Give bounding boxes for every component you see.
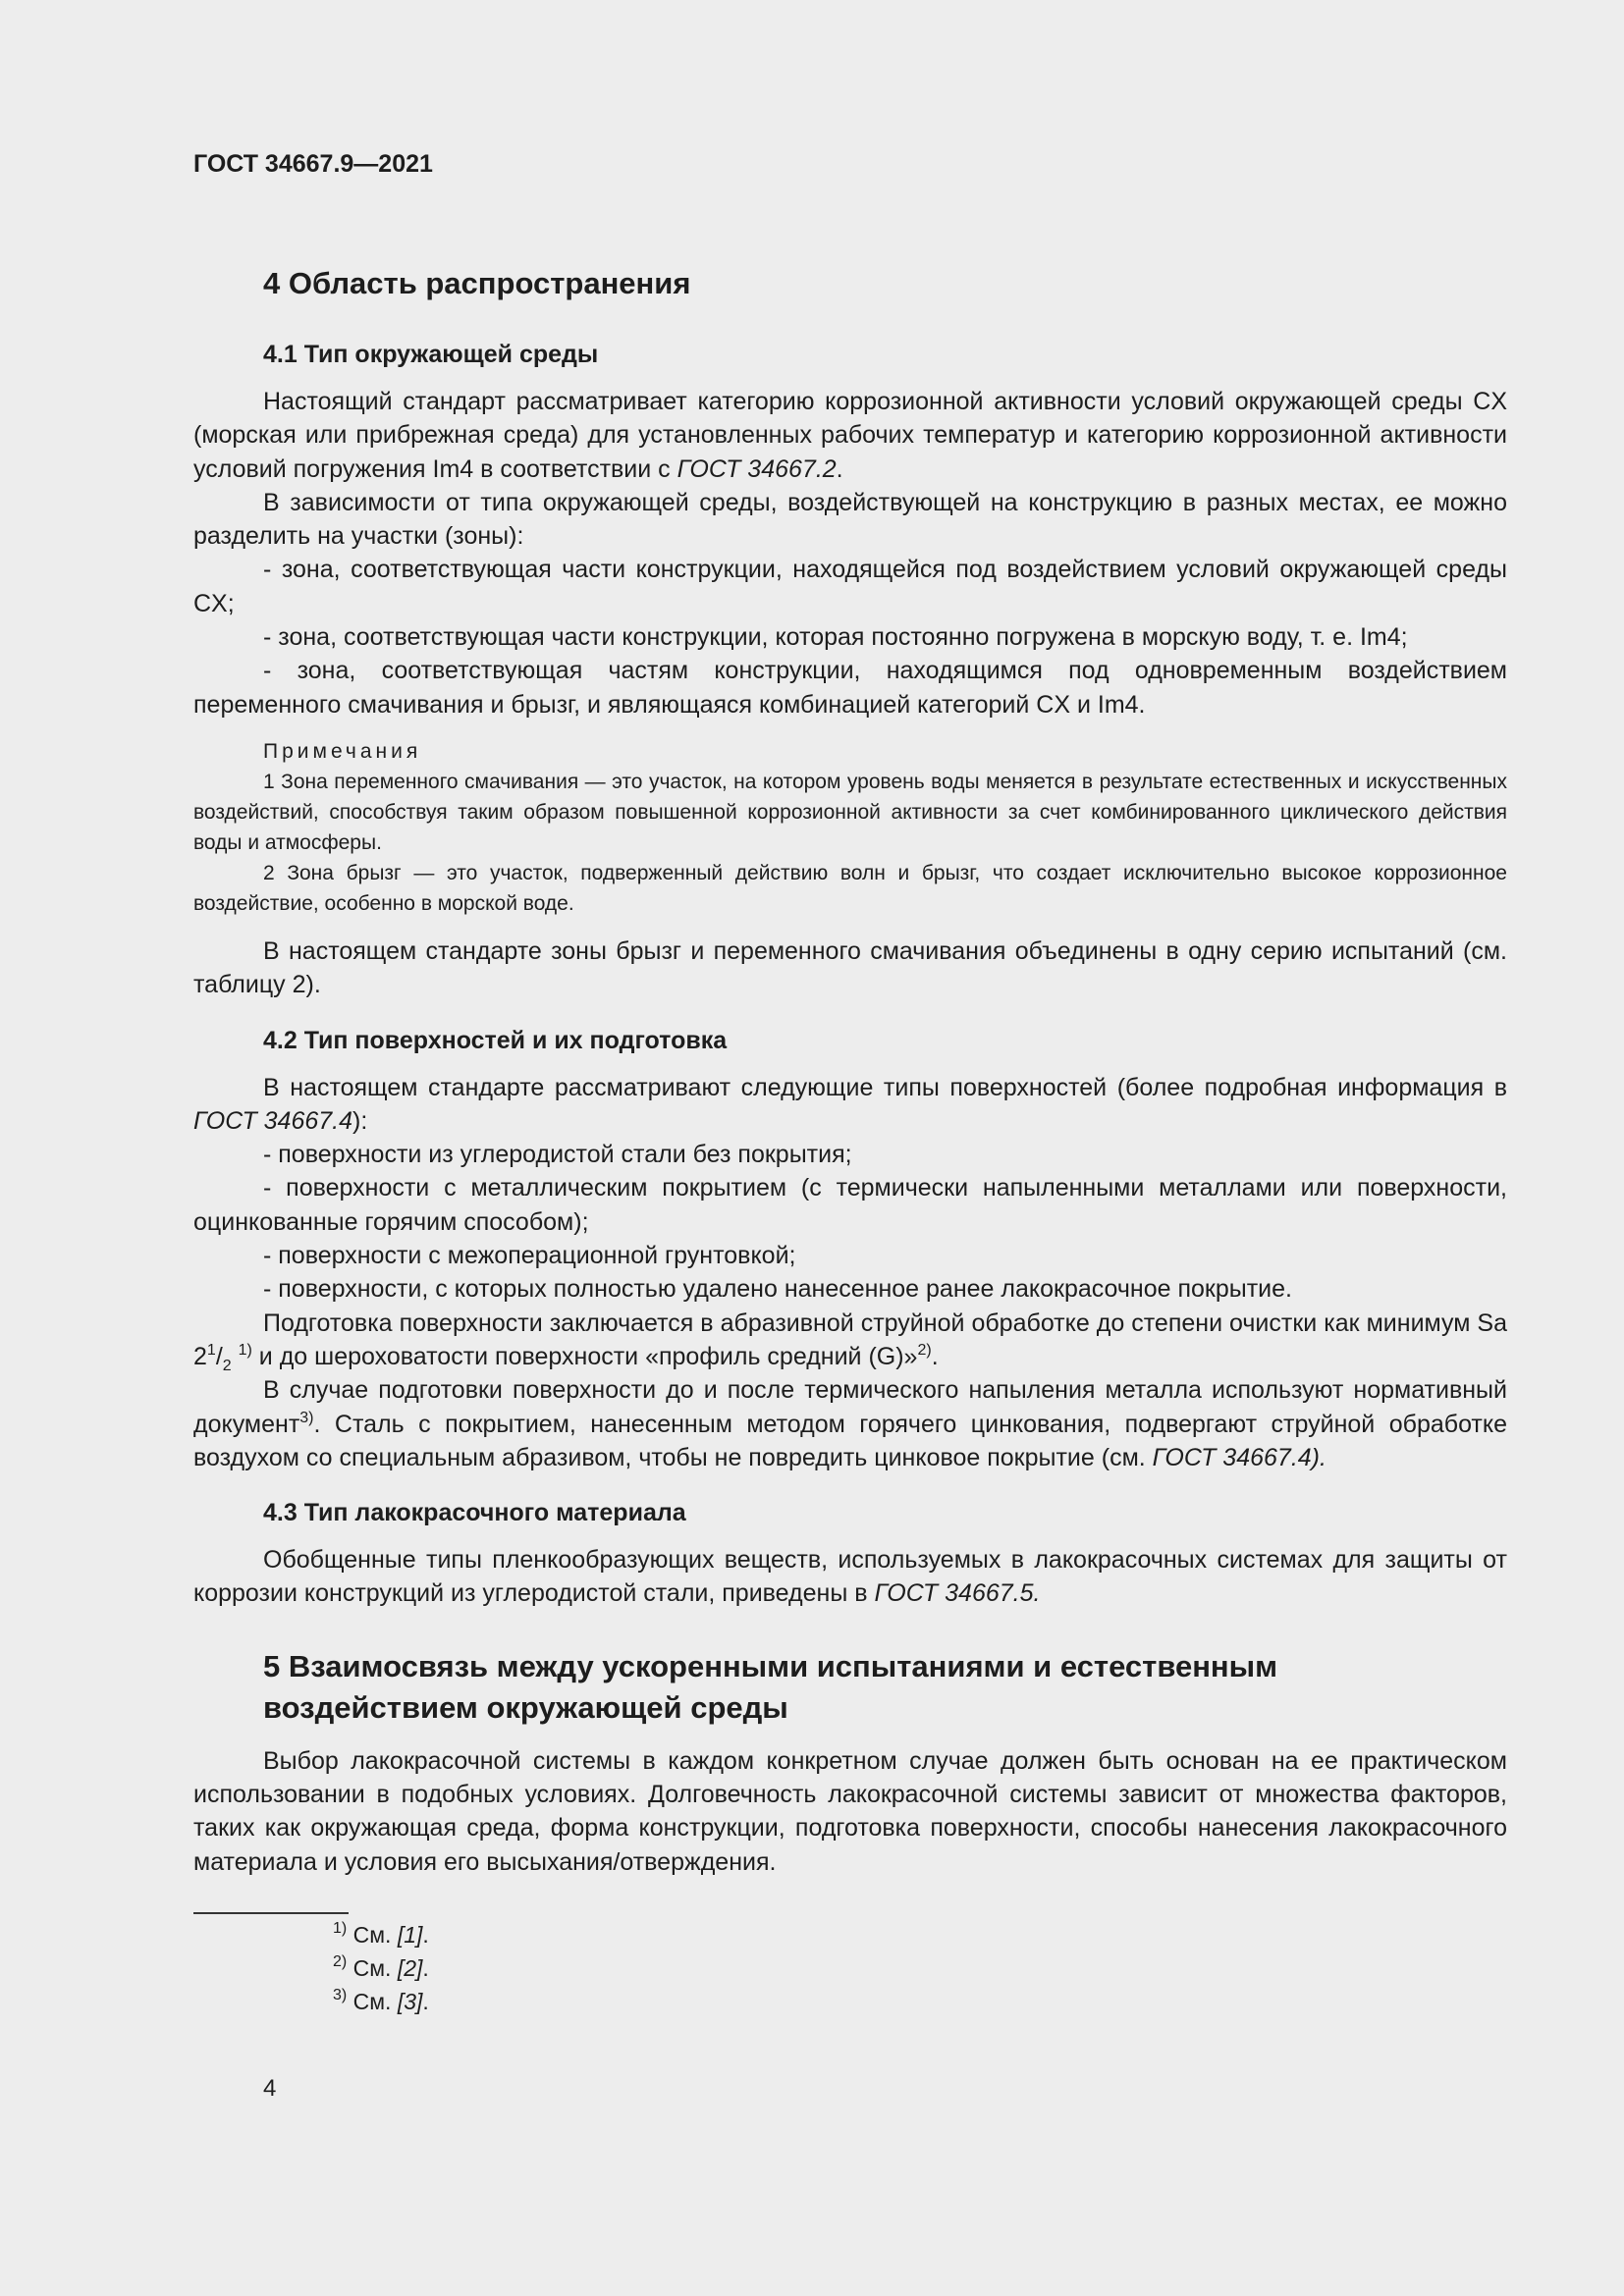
page-content <box>193 147 1507 2018</box>
footnote: $^{3)}$ См. [3]. <box>333 1986 429 2014</box>
paragraph: В настоящем стандарте зоны брызг и переменного смачивания объединены в одну серию испытаний (см. таблицу 2). <box>193 936 1507 999</box>
list-item: - поверхности с межоперационной грунтовкой; <box>263 1242 796 1270</box>
subsection-4-1-title: 4.1 Тип окружающей среды <box>263 341 599 368</box>
subsection-4-2-title: 4.2 Тип поверхностей и их подготовка <box>263 1026 728 1054</box>
reference-link[interactable]: ГОСТ 34667.2 <box>677 454 837 483</box>
footnote-ref[interactable]: 2) <box>917 1341 932 1359</box>
footnote-divider <box>193 1912 349 1914</box>
footnote-ref[interactable]: 1) <box>238 1341 252 1359</box>
reference-link[interactable]: ГОСТ 34667.4 <box>193 1106 353 1135</box>
paragraph: В зависимости от типа окружающей среды, воздействующей на конструкцию в разных местах, ее можно разделить на участки (зоны): <box>193 488 1507 551</box>
notes-block <box>193 737 1507 919</box>
reference-link[interactable]: ГОСТ 34667.5. <box>874 1579 1041 1608</box>
document-header: ГОСТ 34667.9—2021 <box>193 150 433 178</box>
paragraph: Выбор лакокрасочной системы в каждом конкретном случае должен быть основан на ее практическом использовании в подобных условиях. Долговечность лакокрасочной системы зависит от множества факторов, таких как окружающая среда, форма конструкции, подготовка поверхности, способы нанесения лакокрасочного материала и условия его высыхания/отверждения. <box>193 1746 1507 1876</box>
footnote-ref[interactable]: 3) <box>299 1409 314 1426</box>
paragraph: Обобщенные типы пленкообразующих веществ, используемых в лакокрасочных системах для защиты от коррозии конструкций из углеродистой стали, приведены в ГОСТ 34667.5. <box>193 1546 1507 1608</box>
section-4-title: 4 Область распространения <box>263 266 691 300</box>
section-5-title: 5 Взаимосвязь между ускоренными испытаниями и естественным воздействием окружающей среды <box>263 1648 1278 1725</box>
reference-link[interactable]: ГОСТ 34667.4). <box>1152 1443 1326 1471</box>
list-item: - зона, соответствующая частям конструкции, находящимся под одновременным воздействием переменного смачивания и брызг, и являющаяся комбинацией категорий CX и Im4. <box>193 657 1507 719</box>
list-item: - поверхности с металлическим покрытием (с термически напыленными металлами или поверхности, оцинкованные горячим способом); <box>193 1174 1507 1236</box>
paragraph: Подготовка поверхности заключается в абразивной струйной обработке до степени очистки как минимум Sa $2^1/_2$ $^{1)}$ и до шероховатости поверхности «профиль средний (G)»$^{2)}$. <box>193 1308 1507 1374</box>
paragraph: В настоящем стандарте рассматривают следующие типы поверхностей (более подробная информация в ГОСТ 34667.4): <box>193 1073 1507 1135</box>
subsection-4-3-title: 4.3 Тип лакокрасочного материала <box>263 1499 686 1527</box>
footnote: $^{2)}$ См. [2]. <box>333 1952 429 1981</box>
list-item: - зона, соответствующая части конструкции, которая постоянно погружена в морскую воду, т. е. Im4; <box>263 623 1408 652</box>
paragraph: Настоящий стандарт рассматривает категорию коррозионной активности условий окружающей среды CX (морская или прибрежная среда) для установленных рабочих температур и категорию коррозионной активности условий погружения Im4 в соответствии с ГОСТ 34667.2. <box>193 388 1507 483</box>
note-item: 1 Зона переменного смачивания — это участок, на котором уровень воды меняется в результате естественных и искусственных воздействий, способствуя таким образом повышенной коррозионной активности за счет комбинированного циклического действия воды и атмосферы. <box>193 770 1507 854</box>
notes-title: Примечания <box>263 739 422 763</box>
footnote: $^{1)}$ См. [1]. <box>333 1919 429 1948</box>
paragraph: В случае подготовки поверхности до и после термического напыления металла используют нормативный документ$^{3)}$. Сталь с покрытием, нанесенным методом горячего цинкования, подвергают струйной обработке воздухом со специальным абразивом, чтобы не повредить цинковое покрытие (см. ГОСТ 34667.4). <box>193 1376 1507 1471</box>
list-item: - поверхности из углеродистой стали без покрытия; <box>263 1141 852 1169</box>
page-number: 4 <box>263 2075 277 2102</box>
list-item: - поверхности, с которых полностью удалено нанесенное ранее лакокрасочное покрытие. <box>263 1275 1292 1304</box>
footnotes <box>193 1918 1507 2018</box>
note-item: 2 Зона брызг — это участок, подверженный действию волн и брызг, что создает исключительно высокое коррозионное воздействие, особенно в морской воде. <box>193 861 1507 915</box>
list-item: - зона, соответствующая части конструкции, находящейся под воздействием условий окружающей среды CX; <box>193 556 1507 617</box>
